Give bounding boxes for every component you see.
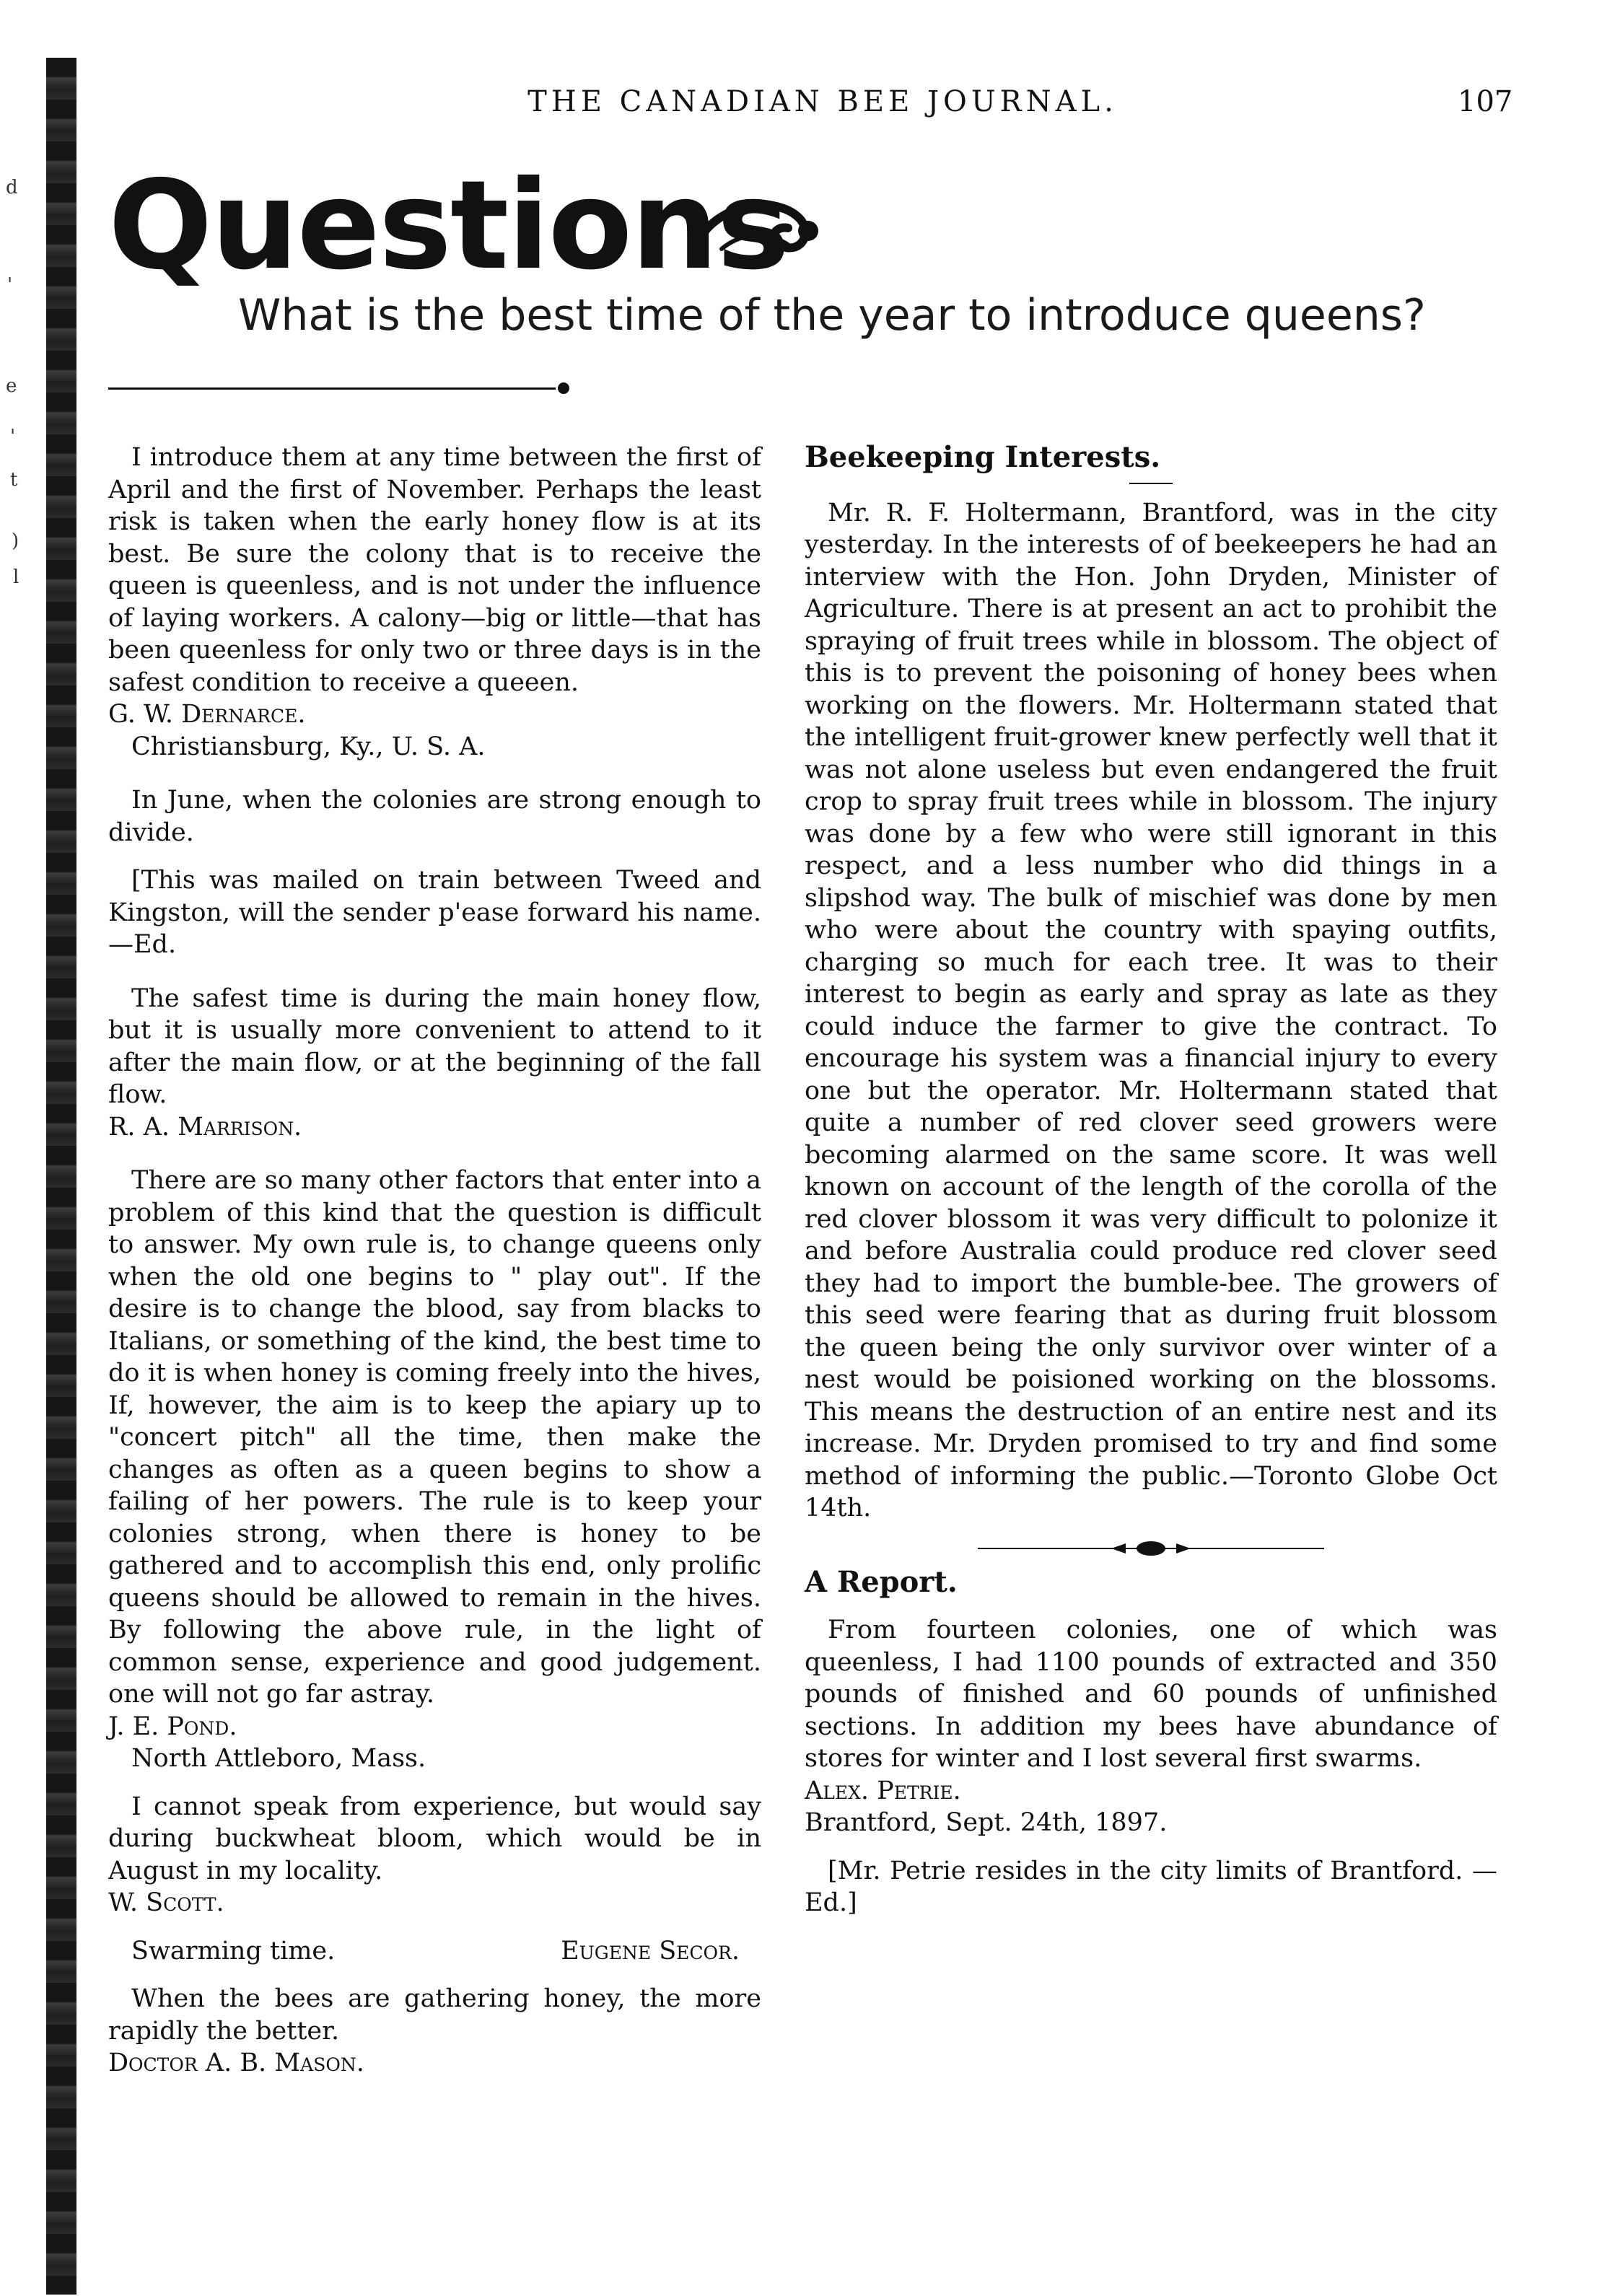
- answer-signature: Eugene Secor.: [561, 1936, 740, 1966]
- article-body: Mr. R. F. Holtermann, Brantford, was in the city yesterday. In the interests of of beekeepers he had an interview with the Hon. John Dryden, Minister of Agriculture. There is at present an act to prohibit the spraying of fruit trees while in blossom. The object of this is to prevent the poisoning of honey bees when working on the flowers. Mr. Holtermann stated that the intelligent fruit-grower knew perfectly well that it was not alone useless but even endangered the fruit crop to spray fruit trees while in blossom. The injury was done by a few who were still ignorant in this respect, and a less number who did things in a slipshod way. The bulk of mischief was done by men who were about the country with spaying outfits, charging so much for each tree. It was to their interest to begin as early and spray as late as they could induce the farmer to give the contract. To encourage his system was a financial injury to every one but the operator. Mr. Holtermann stated that quite a number of red clover seed growers were becoming alarmed on the same score. It was well known on account of the length of the corolla of the red clover blossom it was very difficult to polonize it and before Australia could produce red clover seed they had to import the bumble-bee. The growers of this seed were fearing that as during fruit blossom the queen being the only survivor over winter of a nest would be poisioned working on the blossoms. This means the destruction of an entire nest and its increase. Mr. Dryden promised to try and find some method of informing the public.—Toronto Globe Oct 14th.: [805, 498, 1497, 1522]
- heading-rule: [1129, 483, 1173, 484]
- margin-fragment: t: [10, 469, 18, 491]
- answer-signature: G. W. Dernarce.: [108, 700, 306, 729]
- answer-signature: J. E. Pond.: [108, 1712, 237, 1741]
- answer-text: In June, when the colonies are strong enough to divide.: [108, 786, 761, 847]
- margin-fragment: l: [13, 566, 19, 588]
- editor-note: [This was mailed on train between Tweed and Kingston, will the sender p'ease forward his name.—Ed.: [108, 866, 761, 959]
- answer-text: I introduce them at any time between the first of April and the first of November. Perhaps the least risk is taken when the early honey flow is at its best. Be sure the colony that is to receive the queen is queenless, and is not under the influence of laying workers. A calony—big or little—that has been queenless for only two or three days is in the safest condition to receive a queeen.: [108, 443, 761, 697]
- title-rule: [108, 387, 556, 390]
- article-signature: Alex. Petrie.: [805, 1776, 961, 1805]
- margin-fragment: d: [6, 177, 18, 198]
- answer-signature: W. Scott.: [108, 1888, 224, 1917]
- answer-text: When the bees are gathering honey, the more rapidly the better.: [108, 1984, 761, 2046]
- section-heading: Questions: [108, 154, 789, 297]
- page-number: 107: [1458, 85, 1513, 118]
- answer-signature: R. A. Marrison.: [108, 1112, 302, 1142]
- answer-line: [108, 1935, 761, 1968]
- scan-binding-edge: [46, 58, 76, 2295]
- rule-dot-icon: [558, 382, 569, 394]
- answer-location: Christiansburg, Ky., U. S. A.: [131, 732, 486, 761]
- news-column: [805, 442, 1497, 1919]
- journal-running-head: THE CANADIAN BEE JOURNAL.: [527, 85, 1118, 118]
- question-title: What is the best time of the year to introduce queens?: [238, 290, 1426, 341]
- answer-text: There are so many other factors that enter into a problem of this kind that the question is difficult to answer. My own rule is, to change queens only when the old one begins to " play out". If the desire is to change the blood, say from blacks to Italians, or something of the kind, the best time to do it is when honey is coming freely into the hives, If, however, the aim is to keep the apiary up to "concert pitch" all the time, then make the changes as often as a queen begins to show a failing of her powers. The rule is to keep your colonies strong, when there is honey to be gathered and to accomplish this end, only prolific queens should be allowed to remain in the hives. By following the above rule, in the light of common sense, experience and good judgement. one will not go far astray.: [108, 1166, 761, 1709]
- margin-fragment: ': [10, 426, 16, 447]
- answer-location: North Attleboro, Mass.: [131, 1744, 426, 1773]
- article-body: From fourteen colonies, one of which was queenless, I had 1100 pounds of extracted and 350 pounds of finished and 60 pounds of unfinished sections. In addition my bees have abundance of stores for winter and I lost several first swarms.: [805, 1616, 1497, 1773]
- answer-signature: Doctor A. B. Mason.: [108, 2049, 364, 2077]
- answer-text: Swarming time.: [131, 1936, 336, 1966]
- article-place-date: Brantford, Sept. 24th, 1897.: [805, 1808, 1168, 1837]
- article-heading: Beekeeping Interests.: [805, 440, 1161, 474]
- answer-text: I cannot speak from experience, but would say during buckwheat bloom, which would be in August in my locality.: [108, 1792, 761, 1885]
- margin-fragment: ): [12, 530, 19, 552]
- answers-column: [108, 442, 761, 2080]
- editor-note: [Mr. Petrie resides in the city limits of Brantford. —Ed.]: [805, 1856, 1497, 1917]
- ornament-divider: [978, 1538, 1324, 1559]
- margin-fragment: ': [7, 274, 13, 296]
- heading-flourish-icon: [693, 180, 837, 267]
- article-heading: A Report.: [805, 1564, 958, 1599]
- ornament-divider-icon: [978, 1538, 1324, 1559]
- answer-text: The safest time is during the main honey flow, but it is usually more convenient to attend to it after the main flow, or at the beginning of the fall flow.: [108, 983, 761, 1109]
- margin-fragment: e: [6, 375, 17, 397]
